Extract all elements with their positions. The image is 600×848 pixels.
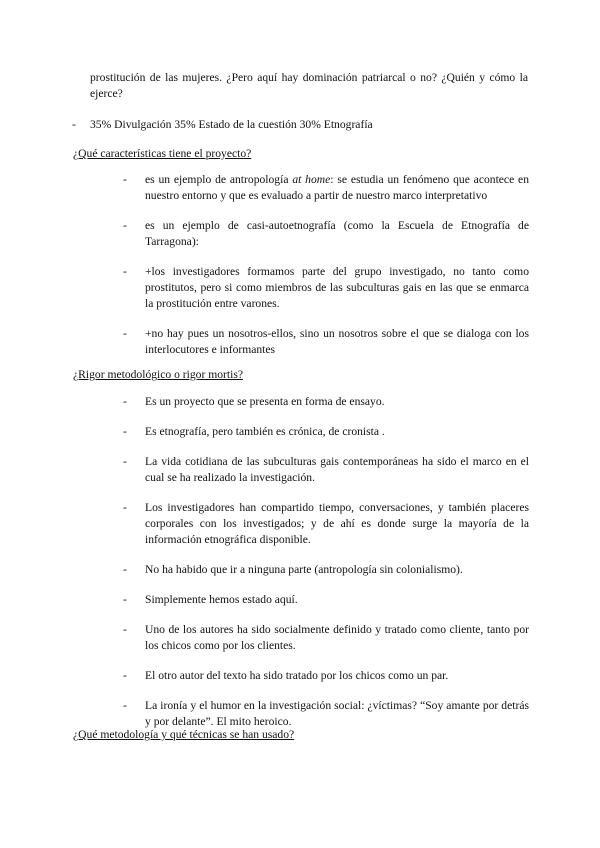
dash-bullet: -	[123, 173, 127, 186]
list-item	[123, 668, 529, 684]
list-item	[123, 500, 529, 548]
dash-bullet: -	[123, 623, 127, 636]
percentages-line	[72, 117, 532, 133]
list-item-text: Es etnografía, pero también es crónica, de cronista .	[145, 425, 385, 438]
list-item	[123, 172, 529, 204]
dash-bullet: -	[72, 118, 76, 131]
list-item-text: Simplemente hemos estado aquí.	[145, 593, 298, 606]
list-item-text: +los investigadores formamos parte del grupo investigado, no tanto como prostitutos, pero si como miembros de las subculturas gais en las que se enmarca la prostitución entre varones.	[145, 265, 529, 310]
list-item-text: Uno de los autores ha sido socialmente definido y tratado como cliente, tanto por los chicos como por los clientes.	[145, 623, 529, 652]
intro-continuation-paragraph: prostitución de las mujeres. ¿Pero aquí hay dominación patriarcal o no? ¿Quién y cómo la ejerce?	[90, 71, 528, 100]
list-item	[123, 562, 529, 578]
section-heading-characteristics: ¿Qué características tiene el proyecto?	[73, 147, 252, 160]
list-item	[123, 394, 529, 410]
dash-bullet: -	[123, 669, 127, 682]
section-heading-rigor: ¿Rigor metodológico o rigor mortis?	[73, 368, 244, 381]
list-item-text: Los investigadores han compartido tiempo, conversaciones, y también placeres corporales con los investigados; y de ahí es donde surge la mayoría de la información etnográfica disponible.	[145, 501, 529, 546]
dash-bullet: -	[123, 425, 127, 438]
rigor-list	[123, 394, 529, 744]
list-item	[123, 698, 529, 730]
list-item	[123, 218, 529, 250]
percentages-text: 35% Divulgación 35% Estado de la cuestión 30% Etnografía	[90, 118, 373, 131]
list-item-text-post: : se estudia un fenómeno que acontece en nuestro entorno y que es evaluado a partir de nuestro marco interpretativo	[145, 173, 530, 202]
list-item	[123, 264, 529, 312]
list-item-text: es un ejemplo de casi-autoetnografía (como la Escuela de Etnografía de Tarragona):	[145, 219, 529, 248]
dash-bullet: -	[123, 563, 127, 576]
list-item-text: No ha habido que ir a ninguna parte (antropología sin colonialismo).	[145, 563, 463, 576]
list-item-text: +no hay pues un nosotros-ellos, sino un nosotros sobre el que se dialoga con los interlocutores e informantes	[145, 327, 529, 356]
dash-bullet: -	[123, 593, 127, 606]
section-heading-methodology: ¿Qué metodología y qué técnicas se han usado?	[73, 728, 295, 741]
list-item-text: La ironía y el humor en la investigación social: ¿víctimas? “Soy amante por detrás y por delante”. El mito heroico.	[145, 699, 529, 728]
dash-bullet: -	[123, 219, 127, 232]
dash-bullet: -	[123, 395, 127, 408]
list-item	[123, 592, 529, 608]
list-item-text-pre: es un ejemplo de antropología	[145, 173, 293, 186]
list-item-text: La vida cotidiana de las subculturas gais contemporáneas ha sido el marco en el cual se ha realizado la investigación.	[145, 455, 529, 484]
characteristics-list	[123, 172, 529, 372]
list-item-text: El otro autor del texto ha sido tratado por los chicos como un par.	[145, 669, 449, 682]
list-item	[123, 326, 529, 358]
dash-bullet: -	[123, 327, 127, 340]
list-item-text: Es un proyecto que se presenta en forma de ensayo.	[145, 395, 385, 408]
list-item	[123, 622, 529, 654]
dash-bullet: -	[123, 699, 127, 712]
dash-bullet: -	[123, 501, 127, 514]
list-item	[123, 424, 529, 440]
list-item	[123, 454, 529, 486]
list-item-text-emphasis: at home	[292, 173, 331, 186]
dash-bullet: -	[123, 265, 127, 278]
dash-bullet: -	[123, 455, 127, 468]
